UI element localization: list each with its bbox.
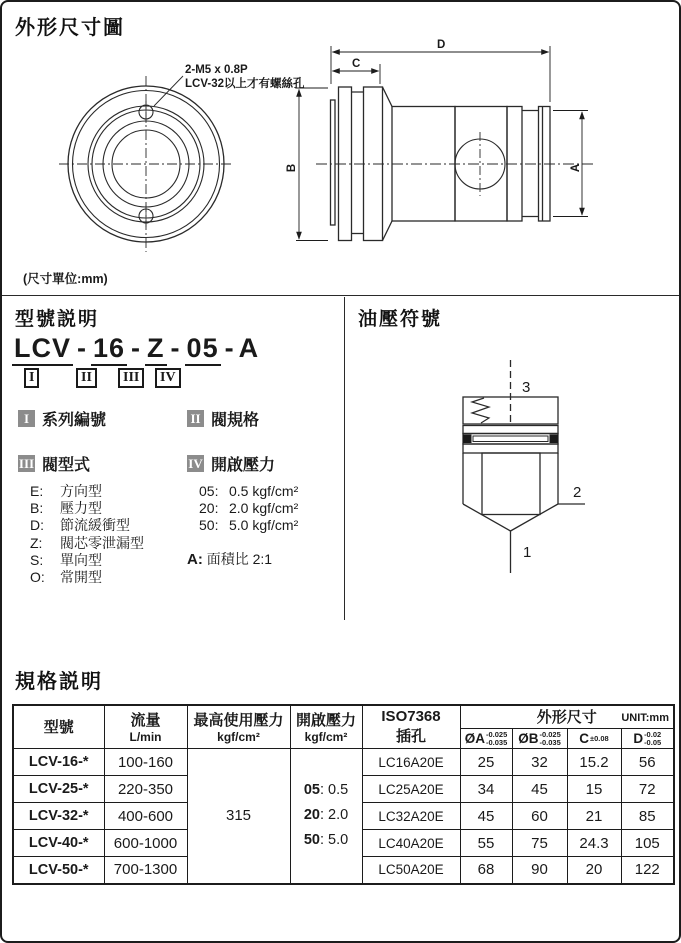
table-row: LCV-16-* 100-160 315 05: 0.5 20: 2.0 50: 5.0 LC16A20E 25 32 15.2 56 <box>13 749 674 776</box>
numeral-2: II <box>76 368 97 388</box>
area-ratio-note: A: 面積比 2:1 <box>187 550 273 568</box>
legend-label-opening-pressure: 開啟壓力 <box>211 457 276 474</box>
drill-annotation-line1: 2-M5 x 0.8P <box>185 64 248 76</box>
dim-label-d: D <box>437 39 446 51</box>
legend-valve-type-block <box>18 452 144 586</box>
section-title-model: 型號説明 <box>15 309 100 330</box>
legend-label-valve-type: 閥型式 <box>42 457 91 474</box>
numeral-4: IV <box>155 368 181 388</box>
section-title-symbol: 油壓符號 <box>358 309 443 330</box>
opening-pressure-values: 05: 0.5 20: 2.0 50: 5.0 <box>290 749 362 884</box>
col-header-d: D -0.02 -0.05 <box>621 729 674 749</box>
legend-valve-spec <box>187 407 259 430</box>
section-specification <box>2 621 679 943</box>
col-header-c: C ±0.08 <box>567 729 621 749</box>
table-row: LCV-50-* 700-1300 LC50A20E 68 90 20 122 <box>13 857 674 884</box>
port-label-1: 1 <box>523 544 532 561</box>
hydraulic-symbol-drawing <box>346 297 681 620</box>
drill-annotation-line2: LCV-32以上才有螺絲孔 <box>185 78 305 90</box>
legend-series <box>18 407 106 430</box>
dim-label-c: C <box>352 58 361 70</box>
legend-numeral-4: IV <box>188 455 203 471</box>
legend-label-valve-spec: 閥規格 <box>211 412 260 429</box>
legend-numeral-1: I <box>18 410 35 427</box>
legend-numeral-3: III <box>18 455 35 471</box>
legend-label-series: 系列編號 <box>42 412 107 429</box>
col-header-max-pressure: 最高使用壓力 kgf/cm² <box>187 705 290 749</box>
legend-numeral-2: II <box>187 410 204 427</box>
legend-opening-pressure-block <box>187 452 298 569</box>
dim-label-b: B <box>286 163 298 173</box>
col-header-outline-dims: 外形尺寸 UNIT:mm <box>460 705 674 729</box>
spec-table <box>12 704 675 885</box>
dim-label-a: A <box>570 163 582 173</box>
model-part-pressure: 05 <box>185 333 221 366</box>
numeral-3: III <box>118 368 144 388</box>
model-part-ratio: A <box>238 333 260 363</box>
model-part-type: Z <box>145 333 167 366</box>
col-header-model: 型號 <box>13 705 104 749</box>
table-row: LCV-40-* 600-1000 LC40A20E 55 75 24.3 105 <box>13 830 674 857</box>
dimension-drawing <box>2 2 681 295</box>
max-pressure-value: 315 <box>187 749 290 884</box>
section-hydraulic-symbol <box>346 297 681 620</box>
port-label-2: 2 <box>573 484 582 501</box>
table-unit-note: UNIT:mm <box>621 711 669 724</box>
numeral-1: I <box>24 368 39 388</box>
section-title-spec: 規格説明 <box>15 670 103 693</box>
numeral-row <box>2 368 345 392</box>
model-number: LCV - 16 - Z - 05 - A <box>12 333 259 364</box>
table-row: LCV-25-* 220-350 LC25A20E 34 45 15 72 <box>13 776 674 803</box>
opening-pressure-list: 05: 0.5 kgf/cm² 20: 2.0 kgf/cm² 50: 5.0 kgf/cm² <box>199 483 299 534</box>
col-header-opening-pressure: 開啟壓力 kgf/cm² <box>290 705 362 749</box>
section-model-code <box>2 297 345 620</box>
model-part-series: LCV <box>12 333 73 366</box>
port-label-3: 3 <box>522 379 531 396</box>
section-dimension-drawing <box>2 2 679 296</box>
col-header-flow: 流量 L/min <box>104 705 187 749</box>
col-header-dia-b: ØB -0.025 -0.035 <box>512 729 567 749</box>
col-header-iso-cavity: ISO7368 插孔 <box>362 705 460 749</box>
model-part-size: 16 <box>91 333 127 366</box>
col-header-dia-a: ØA -0.025 -0.035 <box>460 729 512 749</box>
section-title-dimensions: 外形尺寸圖 <box>15 17 125 39</box>
valve-type-list: E: 方向型 B: 壓力型 D: 節流緩衝型 Z: 閥芯零泄漏型 S: 單向型 O: 常開型 <box>30 483 144 586</box>
unit-note: (尺寸單位:mm) <box>23 272 108 286</box>
table-row: LCV-32-* 400-600 LC32A20E 45 60 21 85 <box>13 803 674 830</box>
